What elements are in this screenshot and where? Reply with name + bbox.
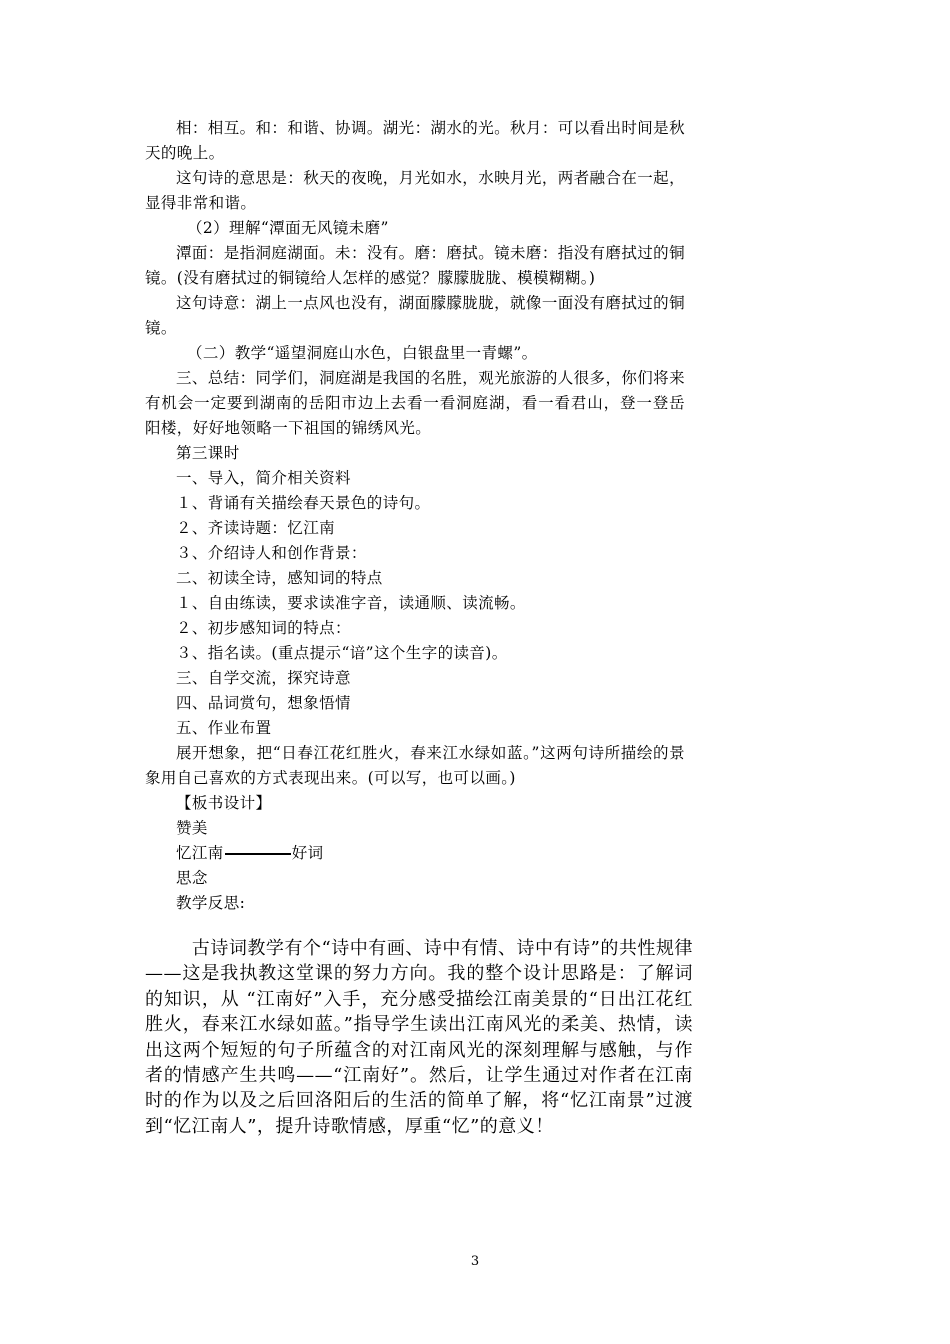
reflection-section <box>145 936 693 1139</box>
list-item: １、背诵有关描绘春天景色的诗句。 <box>176 494 431 512</box>
list-item: ３、指名读。(重点提示“谙”这个生字的读音)。 <box>176 644 508 662</box>
list-item: ２、齐读诗题：忆江南 <box>176 519 336 537</box>
list-item: ２、初步感知词的特点： <box>176 619 351 637</box>
board-design-line: 赞美 <box>176 819 208 837</box>
paragraph: 这句诗意：湖上一点风也没有，湖面朦朦胧胧，就像一面没有磨拭过的铜镜。 <box>145 294 685 337</box>
paragraph: 三、总结：同学们，洞庭湖是我国的名胜，观光旅游的人很多，你们将来有机会一定要到湖南的岳阳市边上去看一看洞庭湖，看一看君山，登一登岳阳楼，好好地领略一下祖国的锦绣风光。 <box>145 369 685 437</box>
list-item: 四、品词赏句，想象悟情 <box>176 694 351 712</box>
section-heading: （2）理解“潭面无风镜未磨” <box>187 219 389 237</box>
lesson-text <box>145 116 685 916</box>
board-design-line: 思念 <box>176 869 208 887</box>
list-item: 五、作业布置 <box>176 719 272 737</box>
paragraph: 相：相互。和：和谐、协调。湖光：湖水的光。秋月：可以看出时间是秋天的晚上。 <box>145 119 685 162</box>
board-design-line <box>145 841 685 866</box>
paragraph: 展开想象，把“日春江花红胜火，春来江水绿如蓝。”这两句诗所描绘的景象用自己喜欢的方式表现出来。(可以写，也可以画。) <box>145 744 685 787</box>
list-item: 三、自学交流，探究诗意 <box>176 669 351 687</box>
section-heading: （二）教学“遥望洞庭山水色，白银盘里一青螺”。 <box>187 344 538 362</box>
page-number: 3 <box>470 1254 480 1269</box>
list-item: １、自由练读，要求读准字音，读通顺、读流畅。 <box>176 594 526 612</box>
paragraph: 这句诗的意思是：秋天的夜晚，月光如水，水映月光，两者融合在一起，显得非常和谐。 <box>145 169 685 212</box>
board-design-word: 好词 <box>291 844 324 862</box>
reflection-paragraph: 古诗词教学有个“诗中有画、诗中有情、诗中有诗”的共性规律——这是我执教这堂课的努力方向。我的整个设计思路是：了解词的知识，从 “江南好”入手，充分感受描绘江南美景的“日出江花红胜火，春来江水绿如蓝。”指导学生读出江南风光的柔美、热情，读出这两个短短的句子所蕴含的对江南风光的深刻理解与感触，与作者的情感产生共鸣——“江南好”。然后，让学生通过对作者在江南时的作为以及之后回洛阳后的生活的简单了解，将“忆江南景”过渡到“忆江南人”，提升诗歌情感，厚重“忆”的意义！ <box>145 938 693 1137</box>
list-item: 一、导入，简介相关资料 <box>176 469 351 487</box>
paragraph: 潭面：是指洞庭湖面。未：没有。磨：磨拭。镜未磨：指没有磨拭过的铜镜。(没有磨拭过的铜镜给人怎样的感觉？朦朦胧胧、模模糊糊。) <box>145 244 685 287</box>
section-heading: 第三课时 <box>176 444 240 462</box>
list-item: ３、介绍诗人和创作背景： <box>176 544 367 562</box>
board-design-title: 忆江南 <box>176 844 224 862</box>
connector-line <box>225 853 291 855</box>
reflection-heading: 教学反思: <box>176 894 246 912</box>
board-design-heading: 【板书设计】 <box>176 794 272 812</box>
list-item: 二、初读全诗，感知词的特点 <box>176 569 383 587</box>
